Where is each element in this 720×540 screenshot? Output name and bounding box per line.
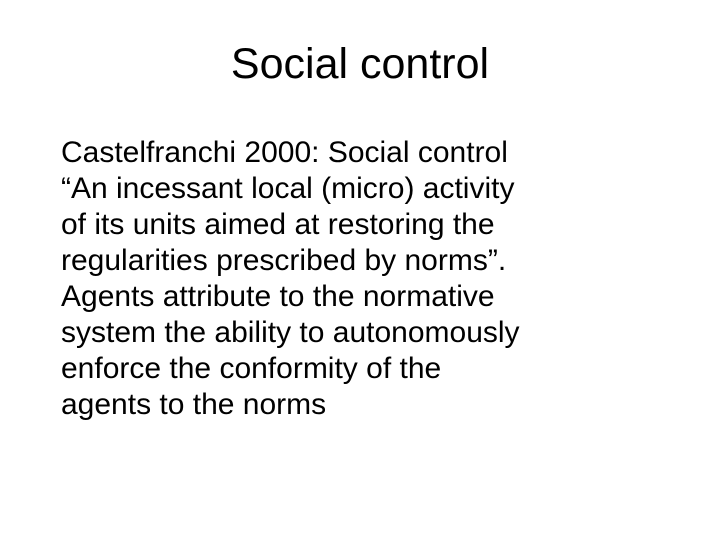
text-line: Agents attribute to the normative [61,280,495,313]
text-line: enforce the conformity of the [61,352,442,385]
paragraph-social-control-definition [61,135,701,279]
text-line: of its units aimed at restoring the [61,208,495,241]
text-line: system the ability to autonomously [61,316,520,349]
paragraph-agents-attribute [61,279,701,423]
text-line: agents to the norms [61,388,327,421]
text-line: “An incessant local (micro) activity [61,172,515,205]
slide-body [61,135,701,423]
text-line: regularities prescribed by norms”. [61,244,507,277]
text-line: Castelfranchi 2000: Social control [61,136,508,169]
slide-title: Social control [230,40,490,88]
